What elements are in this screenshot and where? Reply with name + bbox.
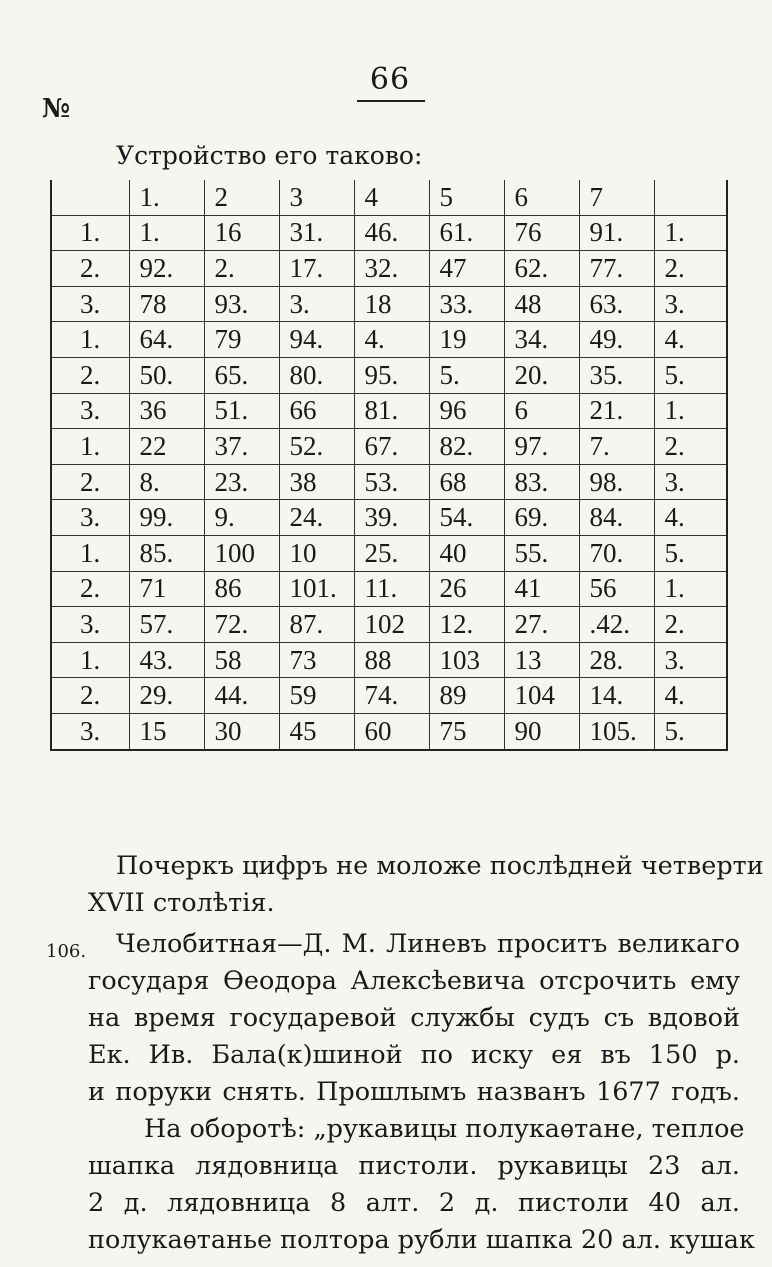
table-cell: 75 <box>429 713 504 749</box>
table-cell: 86 <box>204 571 279 607</box>
table-cell: 53. <box>354 464 429 500</box>
table-cell: 104 <box>504 678 579 714</box>
table-cell: 54. <box>429 500 504 536</box>
table-cell: 4. <box>654 678 727 714</box>
number-table-container <box>50 180 726 751</box>
table-header-cell: 6 <box>504 180 579 215</box>
table-cell: 94. <box>279 322 354 358</box>
table-cell: 18 <box>354 286 429 322</box>
table-header-cell <box>51 180 129 215</box>
table-cell: 21. <box>579 393 654 429</box>
table-cell: 2. <box>204 251 279 287</box>
table-cell: 97. <box>504 429 579 465</box>
table-cell: 3. <box>51 286 129 322</box>
table-cell: 31. <box>279 215 354 251</box>
table-cell: 61. <box>429 215 504 251</box>
table-cell: 2. <box>51 571 129 607</box>
table-cell: 29. <box>129 678 204 714</box>
table-cell: 43. <box>129 642 204 678</box>
table-cell: 3. <box>654 464 727 500</box>
table-cell: 24. <box>279 500 354 536</box>
table-row <box>51 571 727 607</box>
text-line: государя Ѳеодора Алексѣевича отсрочить ему <box>88 966 740 996</box>
table-cell: 73 <box>279 642 354 678</box>
table-cell: 105. <box>579 713 654 749</box>
table-cell: 26 <box>429 571 504 607</box>
table-cell: 77. <box>579 251 654 287</box>
table-cell: 10 <box>279 535 354 571</box>
table-cell: 1. <box>51 429 129 465</box>
number-table <box>50 180 728 751</box>
table-cell: 39. <box>354 500 429 536</box>
table-cell: 3. <box>51 500 129 536</box>
table-row <box>51 322 727 358</box>
page-number-underline <box>357 100 425 102</box>
table-row <box>51 464 727 500</box>
table-header-cell: 4 <box>354 180 429 215</box>
table-cell: 85. <box>129 535 204 571</box>
table-cell: 74. <box>354 678 429 714</box>
table-cell: 90 <box>504 713 579 749</box>
text-line: Челобитная—Д. М. Линевъ проситъ великаго <box>116 929 740 959</box>
table-cell: 1. <box>129 215 204 251</box>
table-cell: 1. <box>654 215 727 251</box>
table-cell: 4. <box>654 322 727 358</box>
table-cell: 98. <box>579 464 654 500</box>
table-cell: 20. <box>504 357 579 393</box>
text-line: и поруки снять. Прошлымъ названъ 1677 годъ. <box>88 1077 740 1107</box>
table-cell: 92. <box>129 251 204 287</box>
entry-number: 106. <box>46 941 87 962</box>
table-cell: 62. <box>504 251 579 287</box>
table-cell: 46. <box>354 215 429 251</box>
text-line: На оборотѣ: „рукавицы полукаѳтане, теплое <box>144 1114 745 1144</box>
table-cell: 12. <box>429 607 504 643</box>
table-cell: 64. <box>129 322 204 358</box>
table-cell: 3. <box>51 713 129 749</box>
table-cell: 55. <box>504 535 579 571</box>
table-cell: 95. <box>354 357 429 393</box>
table-cell: 5. <box>654 713 727 749</box>
table-row <box>51 500 727 536</box>
table-header-cell: 3 <box>279 180 354 215</box>
table-row <box>51 429 727 465</box>
paragraph-handwriting-note <box>88 848 764 922</box>
table-header-cell: 7 <box>579 180 654 215</box>
number-sign: № <box>42 94 71 124</box>
table-cell: 2. <box>654 251 727 287</box>
table-cell: 58 <box>204 642 279 678</box>
table-row <box>51 393 727 429</box>
table-cell: 100 <box>204 535 279 571</box>
paragraph-petition <box>88 926 740 1111</box>
table-row <box>51 678 727 714</box>
table-cell: 96 <box>429 393 504 429</box>
table-row <box>51 215 727 251</box>
table-row <box>51 251 727 287</box>
table-cell: 47 <box>429 251 504 287</box>
table-cell: 63. <box>579 286 654 322</box>
table-cell: 4. <box>354 322 429 358</box>
table-cell: 3. <box>279 286 354 322</box>
table-cell: 13 <box>504 642 579 678</box>
table-cell: 5. <box>654 357 727 393</box>
table-cell: 38 <box>279 464 354 500</box>
table-cell: 78 <box>129 286 204 322</box>
table-cell: 102 <box>354 607 429 643</box>
table-cell: 56 <box>579 571 654 607</box>
table-cell: 67. <box>354 429 429 465</box>
table-cell: 8. <box>129 464 204 500</box>
table-cell: 17. <box>279 251 354 287</box>
table-cell: 50. <box>129 357 204 393</box>
table-cell: 1. <box>51 642 129 678</box>
table-cell: 72. <box>204 607 279 643</box>
table-cell: 2. <box>51 357 129 393</box>
table-cell: 79 <box>204 322 279 358</box>
table-cell: 51. <box>204 393 279 429</box>
table-cell: 71 <box>129 571 204 607</box>
table-cell: 37. <box>204 429 279 465</box>
text-line: Почеркъ цифръ не моложе послѣдней четверти <box>116 851 764 881</box>
table-cell: 60 <box>354 713 429 749</box>
table-cell: 59 <box>279 678 354 714</box>
table-cell: 14. <box>579 678 654 714</box>
table-cell: .42. <box>579 607 654 643</box>
table-cell: 3. <box>654 286 727 322</box>
table-cell: 52. <box>279 429 354 465</box>
table-cell: 2. <box>51 464 129 500</box>
table-cell: 48 <box>504 286 579 322</box>
table-row <box>51 535 727 571</box>
table-cell: 99. <box>129 500 204 536</box>
table-row <box>51 286 727 322</box>
table-cell: 27. <box>504 607 579 643</box>
table-cell: 32. <box>354 251 429 287</box>
table-cell: 1. <box>51 215 129 251</box>
table-cell: 76 <box>504 215 579 251</box>
table-cell: 84. <box>579 500 654 536</box>
table-cell: 40 <box>429 535 504 571</box>
table-cell: 41 <box>504 571 579 607</box>
table-cell: 3. <box>51 393 129 429</box>
table-cell: 2. <box>654 607 727 643</box>
table-cell: 7. <box>579 429 654 465</box>
table-cell: 11. <box>354 571 429 607</box>
table-cell: 1. <box>51 535 129 571</box>
table-cell: 6 <box>504 393 579 429</box>
table-cell: 1. <box>654 571 727 607</box>
table-cell: 5. <box>429 357 504 393</box>
text-line: XVII столѣтія. <box>88 888 275 918</box>
table-header-cell: 1. <box>129 180 204 215</box>
table-cell: 70. <box>579 535 654 571</box>
table-cell: 1. <box>654 393 727 429</box>
table-cell: 81. <box>354 393 429 429</box>
table-cell: 9. <box>204 500 279 536</box>
table-cell: 44. <box>204 678 279 714</box>
table-cell: 30 <box>204 713 279 749</box>
table-cell: 101. <box>279 571 354 607</box>
table-cell: 65. <box>204 357 279 393</box>
table-cell: 19 <box>429 322 504 358</box>
table-cell: 68 <box>429 464 504 500</box>
table-cell: 4. <box>654 500 727 536</box>
table-cell: 57. <box>129 607 204 643</box>
text-line: полукаѳтанье полтора рубли шапка 20 ал. кушак <box>88 1225 755 1255</box>
table-cell: 103 <box>429 642 504 678</box>
table-row <box>51 713 727 749</box>
table-cell: 1. <box>51 322 129 358</box>
table-cell: 89 <box>429 678 504 714</box>
table-cell: 69. <box>504 500 579 536</box>
intro-text: Устройство его таково: <box>116 141 423 170</box>
page-number: 66 <box>369 62 411 97</box>
table-row <box>51 607 727 643</box>
table-cell: 33. <box>429 286 504 322</box>
text-line: на время государевой службы судъ съ вдовой <box>88 1003 740 1033</box>
table-header-cell: 5 <box>429 180 504 215</box>
table-cell: 2. <box>654 429 727 465</box>
paragraph-reverse <box>88 1111 755 1259</box>
table-header-cell <box>654 180 727 215</box>
table-row <box>51 642 727 678</box>
table-cell: 83. <box>504 464 579 500</box>
table-cell: 35. <box>579 357 654 393</box>
table-cell: 2. <box>51 678 129 714</box>
table-cell: 22 <box>129 429 204 465</box>
text-line: 2 д. лядовница 8 алт. 2 д. пистоли 40 ал. <box>88 1188 740 1218</box>
table-cell: 45 <box>279 713 354 749</box>
text-line: Ек. Ив. Бала(к)шиной по иску ея въ 150 р. <box>88 1040 740 1070</box>
text-line: шапка лядовница пистоли. рукавицы 23 ал. <box>88 1151 740 1181</box>
table-cell: 66 <box>279 393 354 429</box>
table-cell: 87. <box>279 607 354 643</box>
table-cell: 15 <box>129 713 204 749</box>
table-cell: 28. <box>579 642 654 678</box>
table-cell: 88 <box>354 642 429 678</box>
table-cell: 80. <box>279 357 354 393</box>
table-cell: 5. <box>654 535 727 571</box>
table-cell: 82. <box>429 429 504 465</box>
table-cell: 36 <box>129 393 204 429</box>
table-cell: 49. <box>579 322 654 358</box>
table-cell: 16 <box>204 215 279 251</box>
table-cell: 3. <box>654 642 727 678</box>
table-header-row <box>51 180 727 215</box>
table-cell: 91. <box>579 215 654 251</box>
table-cell: 2. <box>51 251 129 287</box>
table-header-cell: 2 <box>204 180 279 215</box>
table-cell: 23. <box>204 464 279 500</box>
table-cell: 25. <box>354 535 429 571</box>
table-row <box>51 357 727 393</box>
table-cell: 3. <box>51 607 129 643</box>
table-cell: 34. <box>504 322 579 358</box>
table-cell: 93. <box>204 286 279 322</box>
